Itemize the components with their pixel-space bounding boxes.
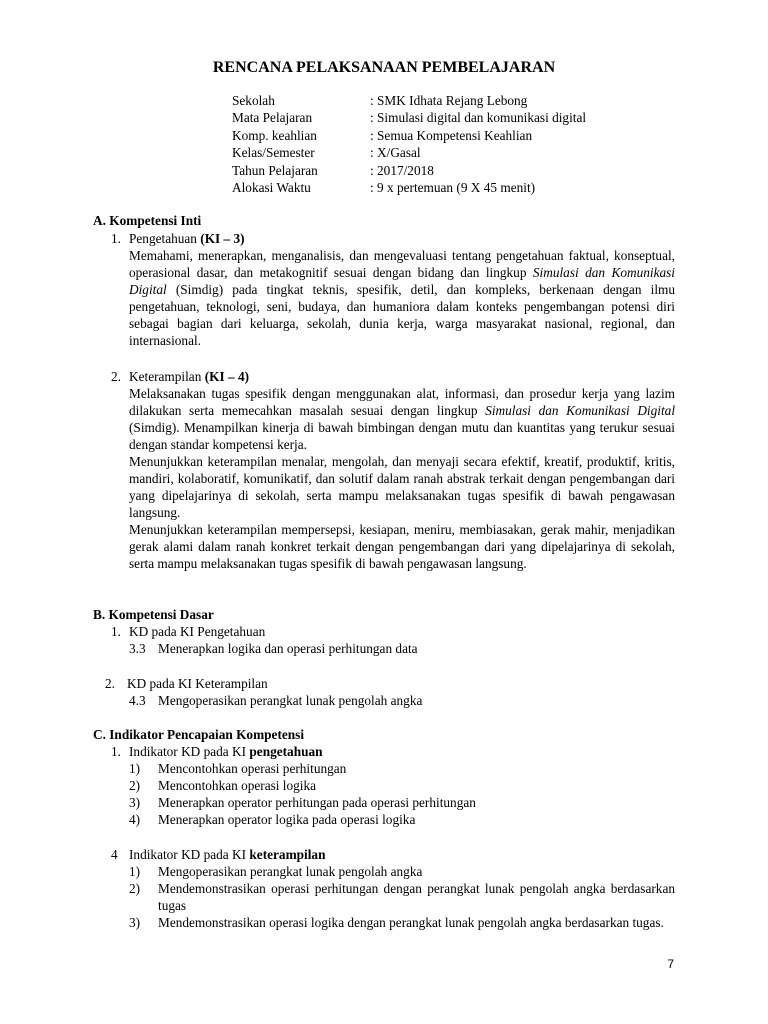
- ki4-paragraph-3: Menunjukkan keterampilan mempersepsi, kesiapan, meniru, membiasakan, gerak mahir, menjadikan gerak alami dalam ranah konkret terkait dengan pengembangan dari yang dipelajarinya di sekolah, serta mampu melaksanakan tugas spesifik di bawah pengawasan langsung.: [129, 522, 675, 571]
- ki3-text-1: Memahami, menerapkan, menganalisis, dan mengevaluasi tentang pengetahuan faktual, konseptual, operasional dasar, dan metakognitif sesuai dengan bidang dan lingkup: [129, 248, 675, 280]
- list-number: 4): [129, 812, 141, 827]
- identity-value: : X/Gasal: [370, 145, 421, 161]
- ki3-code: (KI – 3): [200, 231, 245, 246]
- identity-label: Mata Pelajaran: [232, 110, 313, 126]
- list-number: 2): [129, 881, 141, 896]
- kd-4-3-number: 4.3: [129, 693, 146, 708]
- kd-3-3-number: 3.3: [129, 641, 146, 656]
- kd-4-3-text: Mengoperasikan perangkat lunak pengolah angka: [158, 693, 423, 708]
- identity-label: Sekolah: [232, 93, 275, 108]
- indicator-skill-heading: [129, 846, 325, 863]
- list-number: 1): [129, 761, 141, 776]
- page-title: RENCANA PELAKSANAAN PEMBELAJARAN: [212, 59, 556, 76]
- indicator-knowledge-number: 1.: [111, 744, 121, 759]
- kd-knowledge-number: 1.: [111, 624, 121, 639]
- kd-knowledge-label: KD pada KI Pengetahuan: [129, 624, 266, 639]
- ki4-subject: Simulasi dan Komunikasi Digital: [485, 403, 676, 418]
- page-number: 7: [667, 957, 674, 971]
- section-a-heading: A. Kompetensi Inti: [93, 213, 202, 228]
- indicator-knowledge-bold: pengetahuan: [249, 744, 323, 759]
- list-item: Mengoperasikan perangkat lunak pengolah angka: [158, 864, 423, 879]
- list-number: 1): [129, 864, 141, 879]
- indicator-skill-bold: keterampilan: [249, 847, 326, 862]
- ki4-paragraph-2: Menunjukkan keterampilan menalar, mengolah, dan menyaji secara efektif, kreatif, produktif, kritis, mandiri, kolaboratif, komunikatif, dan solutif dalam ranah abstrak terkait dengan pengembangan dari yang dipelajarinya di sekolah, serta mampu melaksanakan tugas spesifik di bawah pengawasan langsung.: [129, 454, 675, 520]
- indicator-skill-number: 4: [111, 847, 118, 862]
- list-number: 3): [129, 915, 141, 930]
- identity-row: [232, 179, 586, 196]
- ki3-subject: Simulasi dan Komunikasi Digital: [129, 265, 675, 297]
- ki4-code: (KI – 4): [204, 369, 250, 384]
- identity-row: [232, 162, 586, 179]
- ki3-number: 1.: [111, 231, 121, 246]
- ki3-description: [129, 247, 675, 349]
- identity-table: [232, 92, 586, 196]
- identity-row: [232, 109, 586, 126]
- ki3-text-2: (Simdig) pada tingkat teknis, spesifik, detil, dan kompleks, berkenaan dengan ilmu pengetahuan, teknologi, seni, budaya, dan humaniora dalam konteks pengembangan potensi diri sebagai bagian dari keluarga, sekolah, dunia kerja, warga masyarakat nasional, regional, dan internasional.: [129, 282, 676, 348]
- kd-3-3-text: Menerapkan logika dan operasi perhitungan data: [158, 641, 418, 656]
- list-number: 3): [129, 795, 141, 810]
- list-item: Mencontohkan operasi perhitungan: [158, 761, 347, 776]
- ki4-number: 2.: [111, 369, 121, 384]
- identity-value: : 9 x pertemuan (9 X 45 menit): [370, 179, 536, 195]
- list-item: Mendemonstrasikan operasi perhitungan dengan perangkat lunak pengolah angka berdasarkan tugas: [158, 881, 675, 913]
- identity-label: Tahun Pelajaran: [232, 162, 318, 178]
- ki4-paragraph-1: [129, 385, 675, 453]
- ki3-heading: [129, 230, 245, 247]
- indicator-knowledge-heading: [129, 743, 323, 760]
- indicator-knowledge-label: Indikator KD pada KI: [129, 744, 247, 759]
- ki3-label: Pengetahuan: [129, 231, 197, 246]
- ki4-label: Keterampilan: [129, 369, 202, 384]
- section-c-heading: C. Indikator Pencapaian Kompetensi: [93, 727, 305, 742]
- ki4-heading: [129, 368, 249, 385]
- ki4-text-1: Melaksanakan tugas spesifik dengan menggunakan alat, informasi, dan prosedur kerja yang lazim dilakukan serta memecahkan masalah sesuai dengan lingkup: [129, 386, 675, 418]
- list-item: Menerapkan operator perhitungan pada operasi perhitungan: [158, 795, 476, 810]
- ki4-text-2: (Simdig). Menampilkan kinerja di bawah bimbingan dengan mutu dan kuantitas yang terukur sesuai dengan standar kompetensi kerja.: [129, 420, 675, 452]
- list-item: Mencontohkan operasi logika: [158, 778, 317, 793]
- indicator-skill-label: Indikator KD pada KI: [129, 847, 247, 862]
- identity-label: Alokasi Waktu: [232, 179, 311, 195]
- identity-label: Kelas/Semester: [232, 145, 315, 161]
- list-item: Menerapkan operator logika pada operasi logika: [158, 812, 416, 827]
- identity-value: : Semua Kompetensi Keahlian: [370, 127, 533, 143]
- identity-value: : SMK Idhata Rejang Lebong: [370, 93, 528, 108]
- identity-row: [232, 127, 586, 144]
- identity-row: [232, 92, 586, 109]
- section-b-heading: B. Kompetensi Dasar: [93, 607, 214, 622]
- kd-skill-number: 2.: [105, 676, 115, 691]
- list-item: Mendemonstrasikan operasi logika dengan perangkat lunak pengolah angka berdasarkan tugas.: [158, 915, 664, 930]
- kd-skill-label: KD pada KI Keterampilan: [127, 676, 268, 691]
- list-number: 2): [129, 778, 141, 793]
- identity-value: : 2017/2018: [370, 162, 434, 178]
- identity-label: Komp. keahlian: [232, 127, 317, 143]
- identity-value: : Simulasi digital dan komunikasi digital: [370, 110, 587, 126]
- identity-row: [232, 144, 586, 161]
